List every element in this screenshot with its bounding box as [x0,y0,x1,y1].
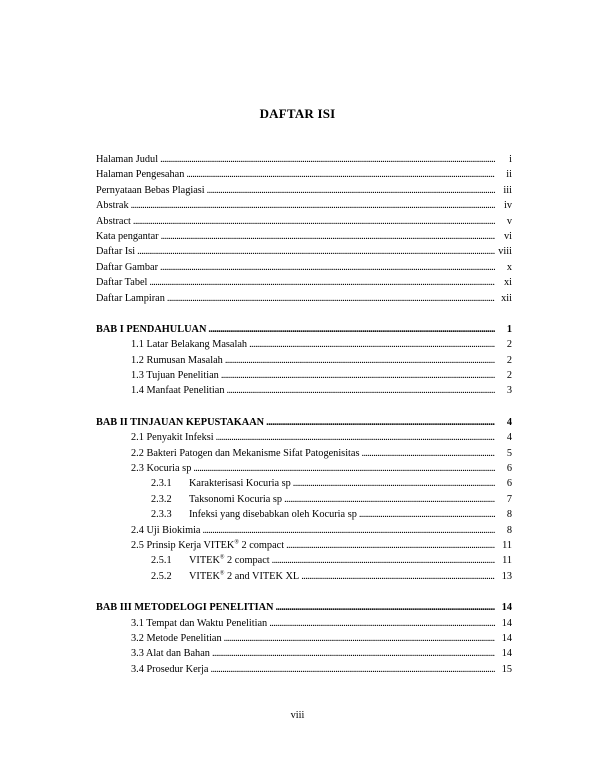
subsection-number: 2.3.3 [151,509,172,521]
section-page: 8 [506,524,512,536]
section-page: 6 [506,463,512,475]
toc-section [96,538,512,553]
toc-entry-label: Halaman Judul [96,154,159,165]
page-number: viii [290,710,305,721]
section-label: 1.2 Rumusan Masalah [131,354,223,366]
section-page: 15 [501,663,512,675]
toc-entry-page: iv [503,200,512,212]
subsection-label: VITEK® 2 and VITEK XL [189,570,300,582]
toc-section [96,662,512,677]
subsection-number: 2.3.1 [151,478,172,490]
toc-entry [96,198,512,213]
registered-mark: ® [219,554,225,561]
toc-section [96,446,512,461]
toc-entry [96,291,512,306]
toc-chapter-heading [96,600,512,615]
toc-entry-label: Daftar Isi [96,246,136,258]
section-label: 3.4 Prosedur Kerja [131,663,209,675]
toc-entry [96,214,512,229]
toc-entry-page: vi [503,230,512,242]
section-label: 2.1 Penyakit Infeksi [131,432,214,444]
toc-section [96,631,512,646]
section-label: 1.1 Latar Belakang Masalah [131,339,248,351]
section-label: 3.1 Tempat dan Waktu Penelitian [131,617,268,629]
toc-chapter-heading [96,415,512,430]
toc-entry [96,229,512,244]
toc-section [96,430,512,445]
toc-subsection [96,507,512,522]
toc-entry-label: Abstrak [96,200,129,212]
toc-section [96,337,512,352]
toc-entry-label: Daftar Gambar [96,261,159,273]
section-page: 11 [502,539,512,551]
subsection-label: Infeksi yang disebabkan oleh Kocuria sp [189,509,357,521]
section-page: 14 [501,648,512,660]
chapter-page: 14 [501,602,512,614]
subsection-label: Karakterisasi Kocuria sp [189,478,291,490]
toc-entry [96,152,512,167]
subsection-page: 11 [502,555,512,567]
toc-section [96,616,512,631]
toc-entry-label: Kata pengantar [96,230,159,242]
toc-entry-page: xi [503,277,512,289]
toc-entry [96,167,512,182]
section-page: 14 [501,617,512,629]
toc-section [96,368,512,383]
toc-section [96,383,512,398]
subsection-label: Taksonomi Kocuria sp [189,493,283,505]
toc-entry-page: xii [501,292,512,304]
toc-subsection [96,476,512,491]
table-of-contents [96,152,512,677]
toc-chapter-heading [96,322,512,337]
toc-entry [96,183,512,198]
section-page: 4 [506,432,512,444]
subsection-number: 2.3.2 [151,493,172,505]
toc-entry-page: viii [498,246,512,258]
section-label: 2.2 Bakteri Patogen dan Mekanisme Sifat Patogenisitas [131,447,360,459]
section-label: 2.4 Uji Biokimia [131,524,201,536]
section-label: 1.3 Tujuan Penelitian [131,370,219,382]
section-page: 2 [506,354,512,366]
toc-entry-label: Abstract [96,215,131,227]
page-title: DAFTAR ISI [259,106,336,121]
section-label: 3.2 Metode Penelitian [131,632,222,644]
toc-section [96,523,512,538]
subsection-page: 6 [506,478,512,490]
section-label: 3.3 Alat dan Bahan [131,648,210,660]
chapter-page: 1 [506,323,512,335]
toc-entry-page: iii [503,184,512,196]
section-label: 2.5 Prinsip Kerja VITEK® 2 compact [131,539,285,551]
toc-entry [96,275,512,290]
toc-entry-label: Halaman Pengesahan [96,169,185,181]
toc-subsection [96,569,512,584]
section-page: 3 [506,385,512,397]
subsection-page: 8 [506,509,512,521]
section-page: 5 [506,447,512,459]
toc-entry-label: Pernyataan Bebas Plagiasi [96,184,205,196]
toc-entry-page: ii [506,169,512,181]
section-label: 2.3 Kocuria sp [131,463,192,475]
toc-entry-page: i [509,154,512,165]
toc-section [96,646,512,661]
toc-entry [96,260,512,275]
chapter-label: BAB II TINJAUAN KEPUSTAKAAN [96,416,265,428]
toc-section [96,353,512,368]
toc-entry-label: Daftar Lampiran [96,292,165,304]
registered-mark: ® [234,539,239,546]
section-page: 2 [506,339,512,351]
subsection-number: 2.5.2 [151,570,172,582]
toc-subsection [96,492,512,507]
chapter-label: BAB III METODELOGI PENELITIAN [96,602,274,614]
chapter-label: BAB I PENDAHULUAN [96,323,207,335]
section-label: 1.4 Manfaat Penelitian [131,385,225,397]
subsection-page: 7 [506,493,512,505]
section-page: 2 [506,370,512,382]
subsection-page: 13 [501,570,512,582]
toc-entry-page: v [506,215,512,227]
subsection-label: VITEK® 2 compact [189,554,270,567]
section-page: 14 [501,632,512,644]
toc-subsection [96,553,512,568]
toc-section [96,461,512,476]
subsection-number: 2.5.1 [151,555,172,567]
registered-mark: ® [219,570,225,577]
chapter-page: 4 [506,416,512,428]
toc-entry-label: Daftar Tabel [96,277,148,289]
toc-entry-page: x [506,261,512,273]
toc-entry [96,244,512,259]
